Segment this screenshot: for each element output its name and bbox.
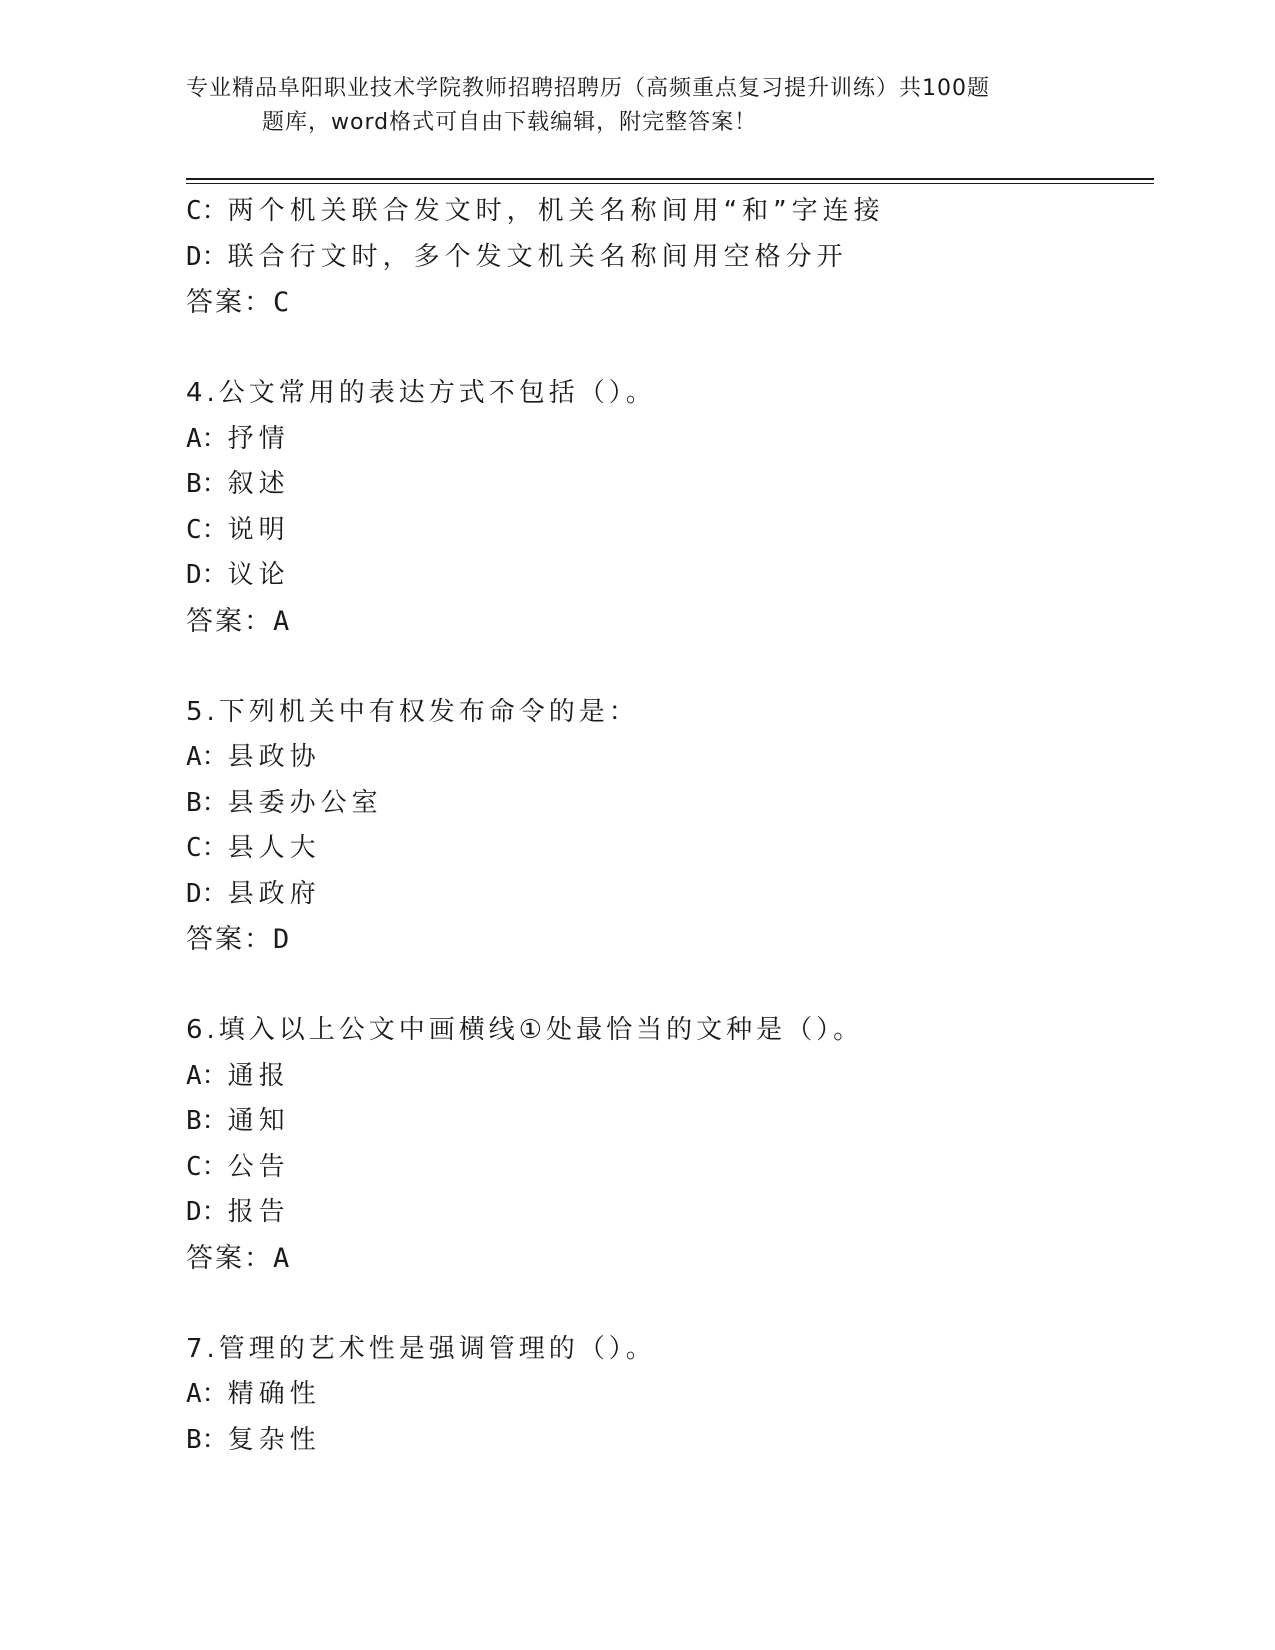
option-b: B：复杂性 (186, 1424, 321, 1455)
option-d: D：议论 (186, 560, 290, 590)
question-stem: 6.填入以上公文中画横线①处最恰当的文种是（）。 (186, 1015, 864, 1045)
option-d: D：县政府 (186, 878, 321, 909)
header-divider-thick (186, 178, 1154, 180)
option-c: C：说明 (186, 514, 290, 545)
question-4 (186, 371, 1154, 644)
option-b: B：县委办公室 (186, 787, 383, 818)
answer-line: 答案：D (186, 924, 292, 955)
header-line-2: 题库，word格式可自由下载编辑，附完整答案！ (262, 110, 758, 135)
question-7 (186, 1327, 1154, 1464)
option-a: A：县政协 (186, 742, 321, 772)
answer-line: 答案：A (186, 1242, 292, 1274)
answer-line: 答案：A (186, 605, 292, 637)
option-d: D：联合行文时，多个发文机关名称间用空格分开 (186, 241, 848, 272)
option-c: C：两个机关联合发文时，机关名称间用“和”字连接 (186, 196, 885, 226)
option-c: C：公告 (186, 1151, 290, 1182)
option-a: A：通报 (186, 1060, 290, 1091)
option-b: B：叙述 (186, 469, 290, 499)
option-a: A：精确性 (186, 1379, 321, 1409)
option-b: B：通知 (186, 1106, 290, 1136)
header-line-1: 专业精品阜阳职业技术学院教师招聘招聘历（高频重点复习提升训练）共100题 (186, 76, 990, 101)
option-a: A：抒情 (186, 423, 290, 454)
option-d: D：报告 (186, 1197, 290, 1227)
answer-line: 答案：C (186, 287, 292, 318)
question-content (186, 189, 1154, 1463)
document-header (186, 72, 1086, 140)
header-divider-thin (186, 183, 1154, 184)
question-6 (186, 1008, 1154, 1281)
question-stem: 5.下列机关中有权发布命令的是： (186, 696, 639, 727)
question-stem: 7.管理的艺术性是强调管理的（）。 (186, 1333, 656, 1364)
question-3-continued (186, 189, 1154, 326)
question-stem: 4.公文常用的表达方式不包括（）。 (186, 378, 656, 408)
question-5 (186, 690, 1154, 963)
option-c: C：县人大 (186, 833, 321, 863)
